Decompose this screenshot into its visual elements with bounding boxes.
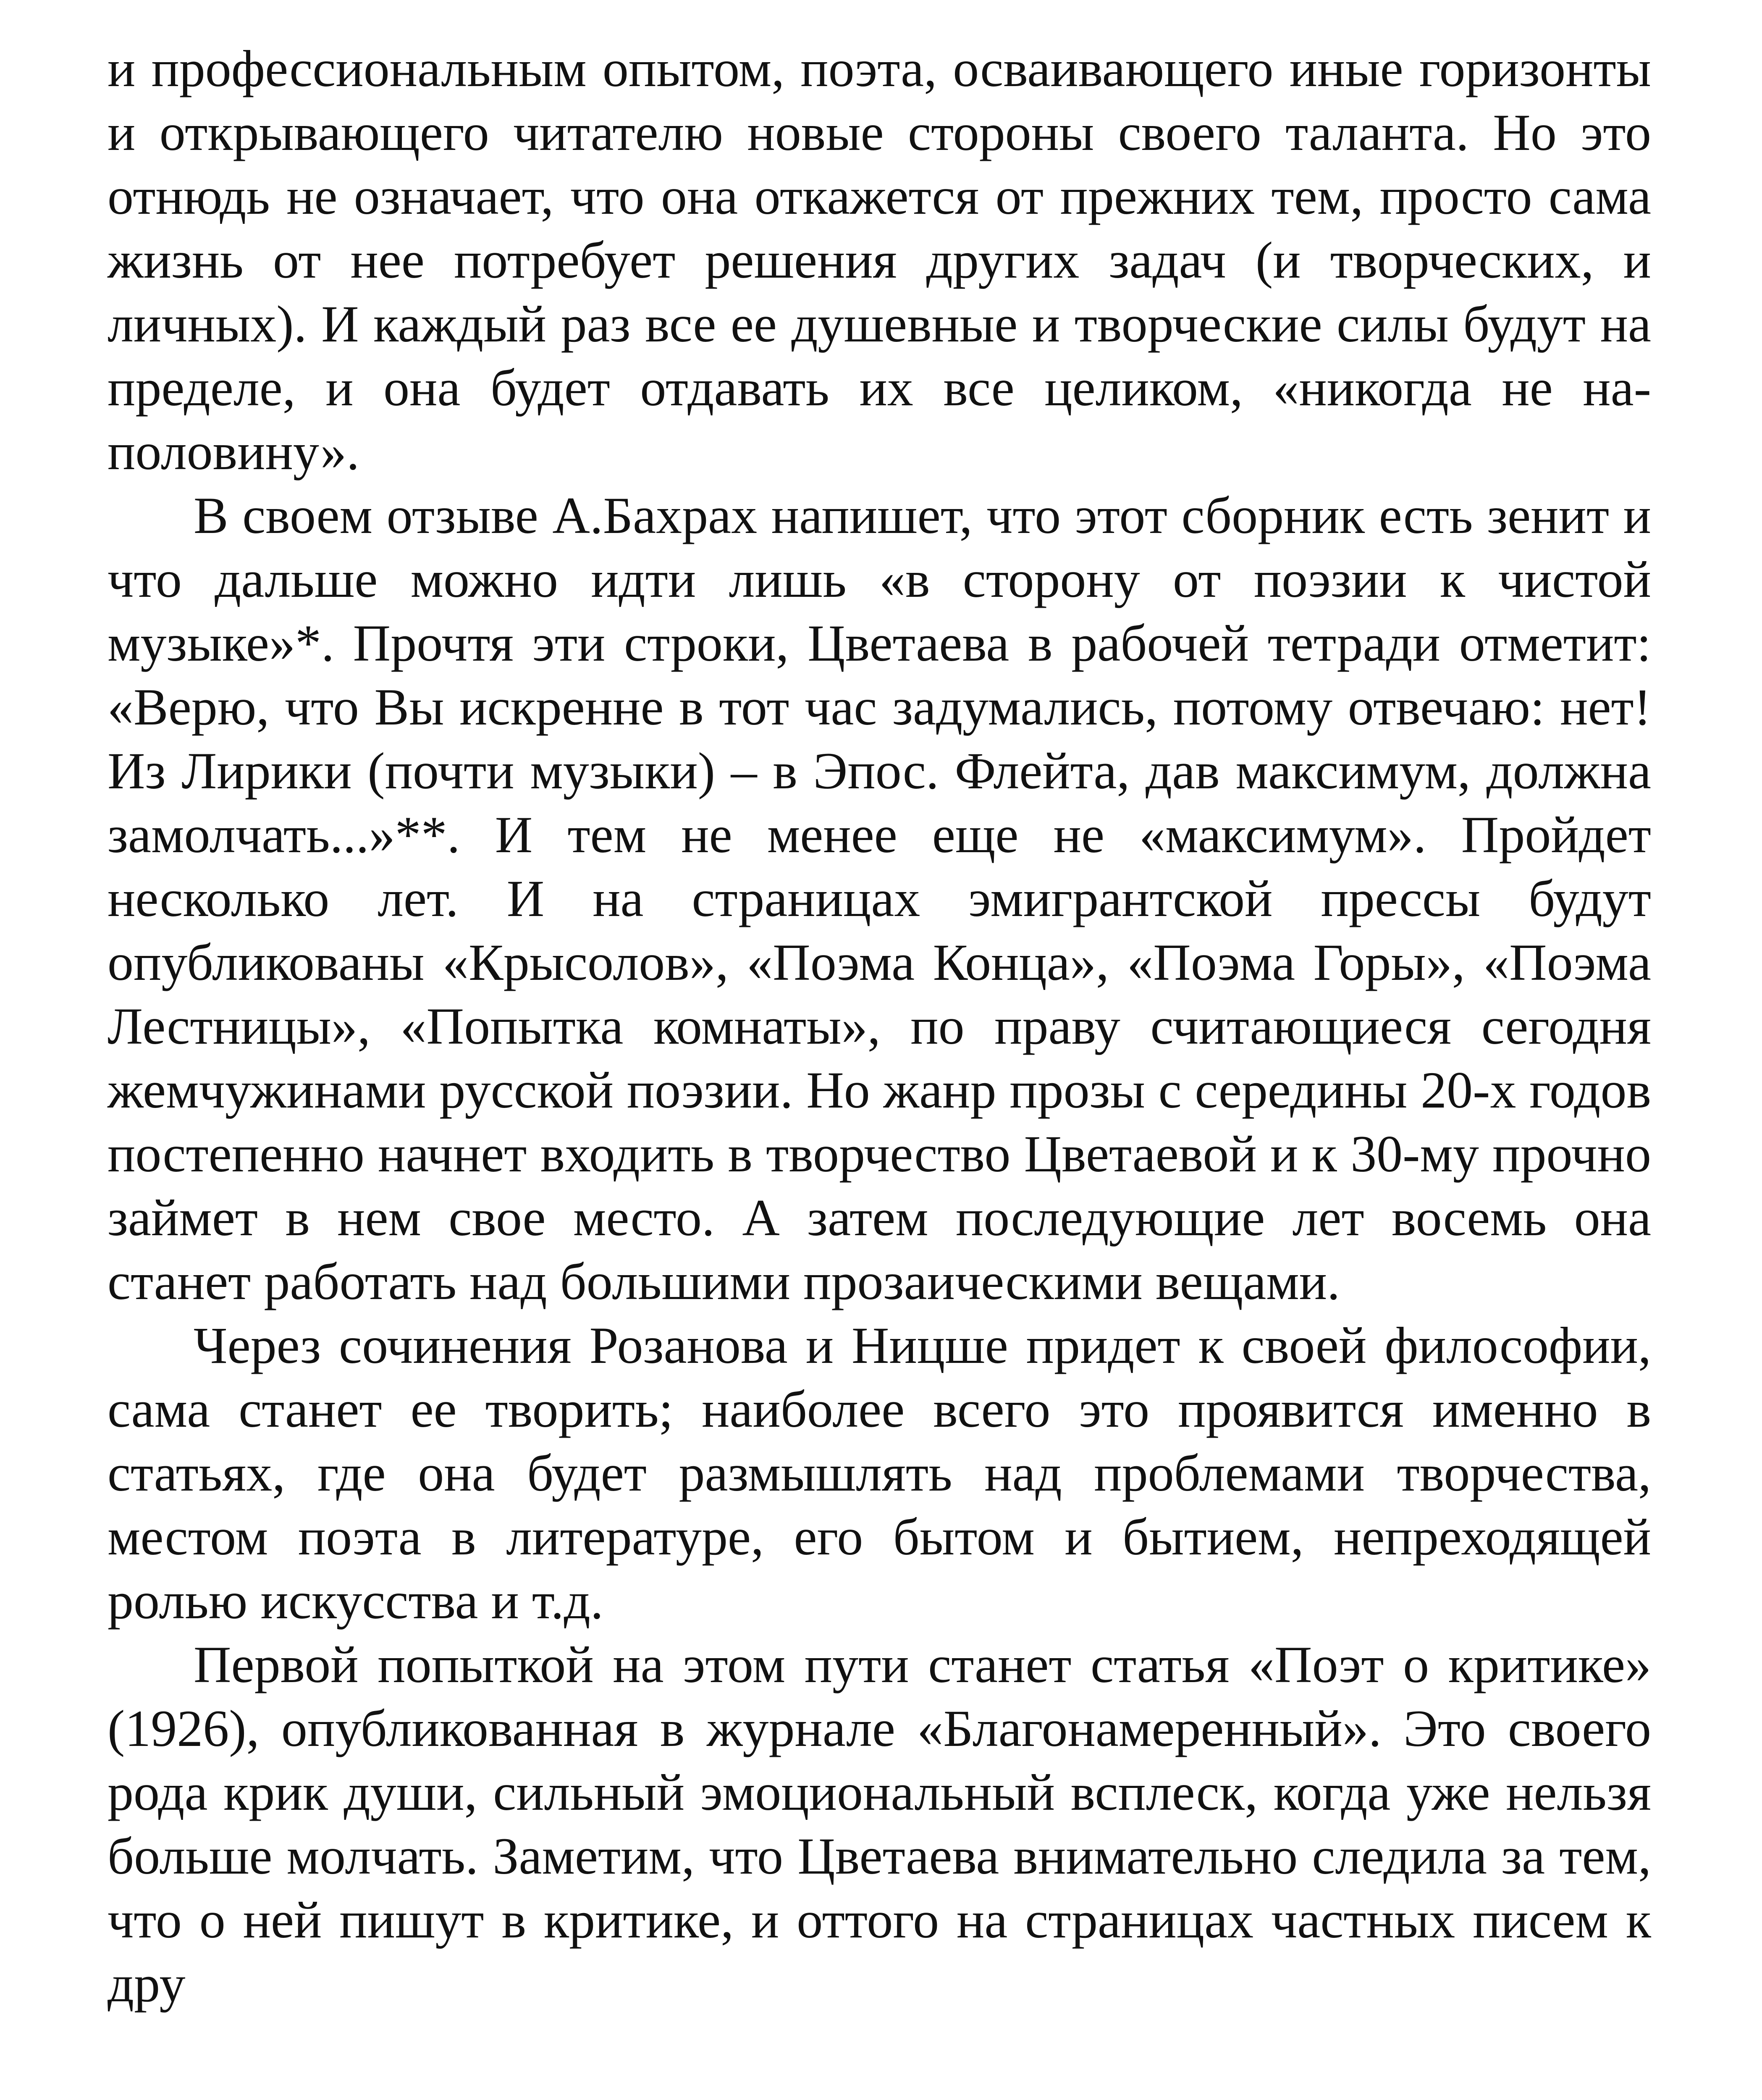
paragraph-3: Через сочинения Розанова и Ницше придет к своей философии, сама станет ее творить; наиболее всего это проявится именно в статьях, где она будет размышлять над проблемами творчества, местом поэта в литературе, его бытом и бытием, непреходящей ролью искусства и т.д. [108,1317,1651,1630]
paragraph-2: В своем отзыве А.Бахрах напишет, что этот сборник есть зенит и что дальше можно идти лишь «в сторону от поэзии к чистой музыке»*. Прочтя эти строки, Цветаева в рабочей тетради отметит: «Верю, что Вы искренне в тот час задумались, потому отвечаю: нет! Из Лирики (почти музыки) – в Эпос. Флейта, дав максимум, должна замолчать...»**. И тем не менее еще не «максимум». Пройдет несколько лет. И на страницах эмигрантской прессы будут опубликованы «Крысолов», «Поэма Конца», «Поэма Горы», «Поэма Лестницы», «Попытка комнаты», по праву считающиеся сегодня жемчужинами русской поэзии. Но жанр прозы с середины 20-х годов постепенно начнет входить в творчество Цветаевой и к 30-му прочно займет в нем свое место. А затем последующие лет восемь она станет работать над большими прозаическими вещами. [108,487,1651,1310]
paragraph-4: Первой попыткой на этом пути станет статья «Поэт о критике» (1926), опубликованная в журнале «Благонамеренный». Это своего рода крик души, сильный эмоциональный всплеск, когда уже нельзя больше молчать. Заметим, что Цветаева внимательно следила за тем, что о ней пишут в критике, и оттого на страницах частных писем к дру [108,1636,1651,2013]
main-text [108,37,1651,2016]
page-body [108,37,1651,2016]
paragraph-1: и профессиональным опытом, поэта, осваивающего иные горизонты и открывающего читателю новые стороны своего таланта. Но это отнюдь не означает, что она откажется от прежних тем, просто сама жизнь от нее потребует решения других задач (и творческих, и личных). И каждый раз все ее душевные и творческие силы будут на пределе, и она будет отдавать их все целиком, «никогда не наполовину». [108,40,1651,480]
